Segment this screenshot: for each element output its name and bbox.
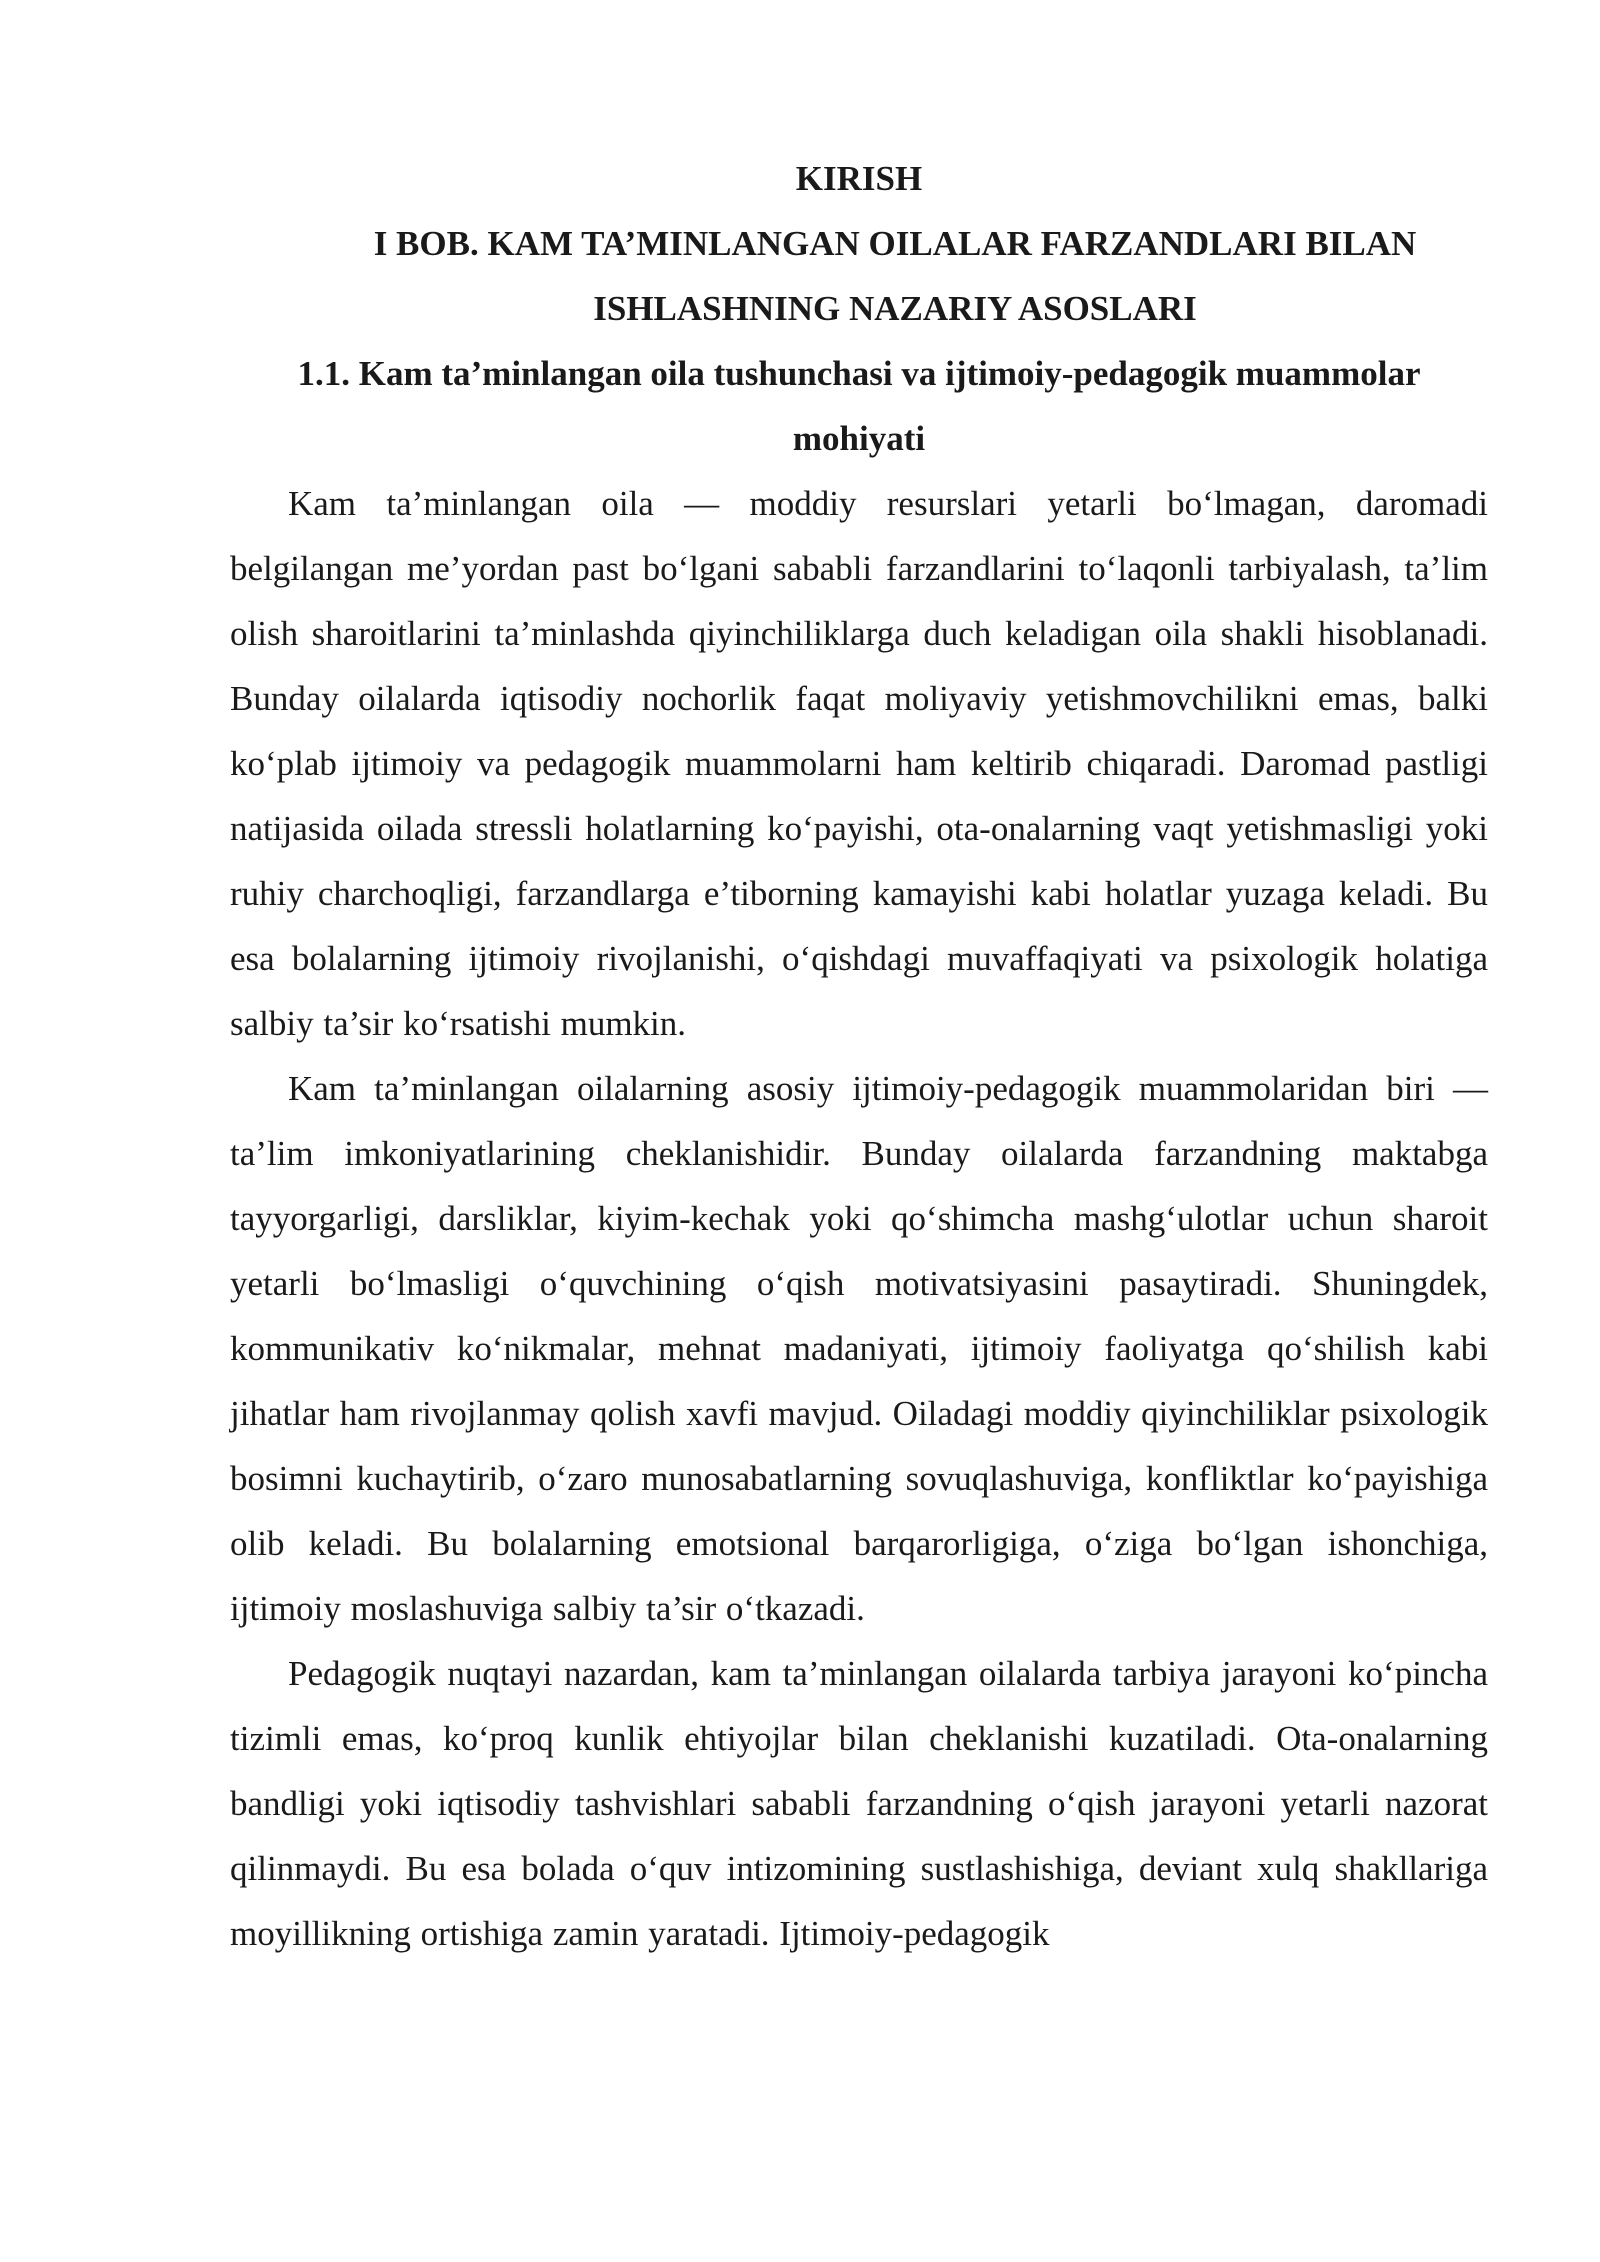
intro-heading: KIRISH	[795, 159, 923, 198]
section-heading: 1.1. Kam ta’minlangan oila tushunchasi va ijtimoiy-pedagogik muammolar mohiyati	[297, 354, 1421, 458]
chapter-heading: I BOB. KAM TA’MINLANGAN OILALAR FARZANDLARI BILAN ISHLASHNING NAZARIY ASOSLARI	[373, 224, 1417, 328]
paragraph-3: Pedagogik nuqtayi nazardan, kam ta’minlangan oilalarda tarbiya jarayoni ko‘pincha tizimli emas, ko‘proq kunlik ehtiyojlar bilan cheklanishi kuzatiladi. Ota-onalarning bandligi yoki iqtisodiy tashvishlari sababli farzandning o‘qish jarayoni yetarli nazorat qilinmaydi. Bu esa bolada o‘quv intizomining sustlashishiga, deviant xulq shakllariga moyillikning ortishiga zamin yaratadi. Ijtimoiy-pedagogik	[230, 1654, 1488, 1953]
paragraph-1: Kam ta’minlangan oila — moddiy resurslari yetarli bo‘lmagan, daromadi belgilangan me’yordan past bo‘lgani sababli farzandlarini to‘laqonli tarbiyalash, ta’lim olish sharoitlarini ta’minlashda qiyinchiliklarga duch keladigan oila shakli hisoblanadi. Bunday oilalarda iqtisodiy nochorlik faqat moliyaviy yetishmovchilikni emas, balki ko‘plab ijtimoiy va pedagogik muammolarni ham keltirib chiqaradi. Daromad pastligi natijasida oilada stressli holatlarning ko‘payishi, ota-onalarning vaqt yetishmasligi yoki ruhiy charchoqligi, farzandlarga e’tiborning kamayishi kabi holatlar yuzaga keladi. Bu esa bolalarning ijtimoiy rivojlanishi, o‘qishdagi muvaffaqiyati va psixologik holatiga salbiy ta’sir ko‘rsatishi mumkin.	[230, 484, 1488, 1043]
paragraph-2: Kam ta’minlangan oilalarning asosiy ijtimoiy-pedagogik muammolaridan biri — ta’lim imkoniyatlarining cheklanishidir. Bunday oilalarda farzandning maktabga tayyorgarligi, darsliklar, kiyim-kechak yoki qo‘shimcha mashg‘ulotlar uchun sharoit yetarli bo‘lmasligi o‘quvchining o‘qish motivatsiyasini pasaytiradi. Shuningdek, kommunikativ ko‘nikmalar, mehnat madaniyati, ijtimoiy faoliyatga qo‘shilish kabi jihatlar ham rivojlanmay qolish xavfi mavjud. Oiladagi moddiy qiyinchiliklar psixologik bosimni kuchaytirib, o‘zaro munosabatlarning sovuqlashuviga, konfliktlar ko‘payishiga olib keladi. Bu bolalarning emotsional barqarorligiga, o‘ziga bo‘lgan ishonchiga, ijtimoiy moslashuviga salbiy ta’sir o‘tkazadi.	[230, 1069, 1488, 1628]
document-page	[230, 146, 1488, 1966]
